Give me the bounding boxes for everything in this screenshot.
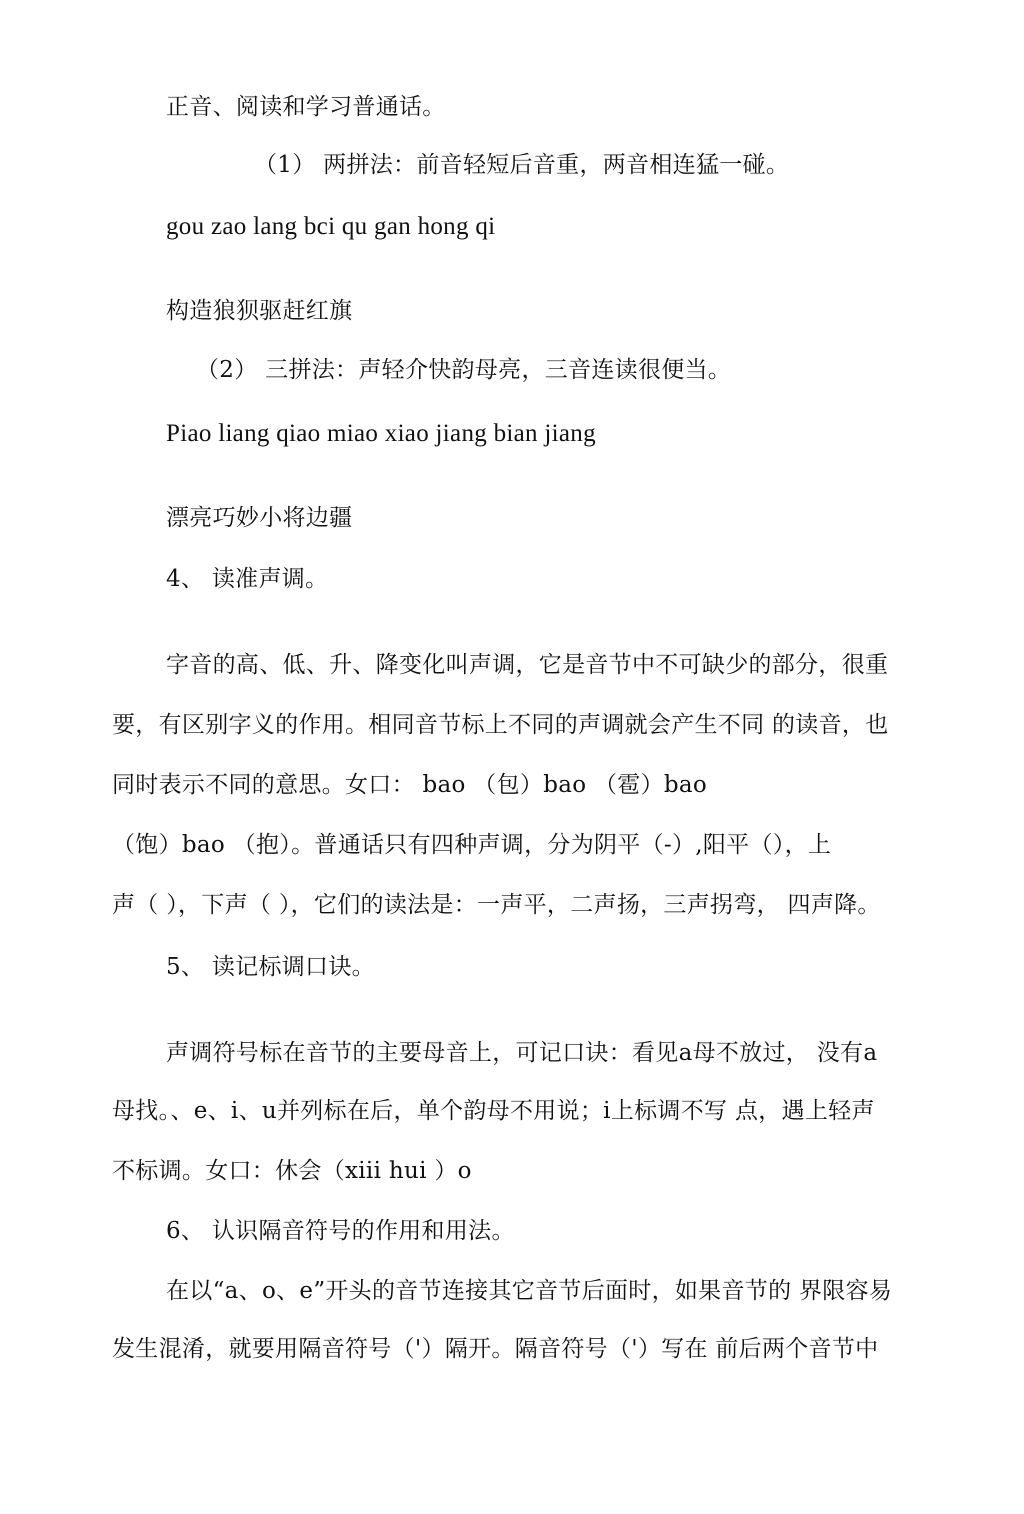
paragraph-line: 不标调。女口：休会（xiii hui ）o	[112, 1158, 472, 1184]
chinese-example-line: 构造狼狈驱赶红旗	[166, 298, 353, 324]
paragraph-line: 母找。、e、i、u并列标在后，单个韵母不用说；i上标调不写 点，遇上轻声	[112, 1098, 875, 1124]
paragraph-line: 同时表示不同的意思。女口： bao （包）bao （雹）bao	[112, 772, 708, 798]
paragraph-line: 字音的高、低、升、降变化叫声调，它是音节中不可缺少的部分，很重	[166, 652, 889, 678]
section-heading: 6、 认识隔音符号的作用和用法。	[166, 1218, 515, 1244]
section-heading: 4、 读准声调。	[166, 566, 329, 592]
pinyin-example-line: Piao liang qiao miao xiao jiang bian jiang	[166, 420, 596, 447]
pinyin-rule-three-part: （2） 三拼法：声轻介快韵母亮，三音连读很便当。	[196, 357, 732, 383]
paragraph-line: 发生混淆，就要用隔音符号（'）隔开。隔音符号（'）写在 前后两个音节中	[112, 1336, 879, 1362]
pinyin-rule-two-part: （1） 两拼法：前音轻短后音重，两音相连猛一碰。	[254, 152, 790, 178]
paragraph-line: 正音、阅读和学习普通话。	[166, 94, 446, 120]
paragraph-line: 在以“a、o、e”开头的音节连接其它音节后面时，如果音节的 界限容易	[166, 1278, 893, 1304]
paragraph-line: 要，有区别字义的作用。相同音节标上不同的声调就会产生不同 的读音，也	[112, 712, 889, 738]
pinyin-example-line: gou zao lang bci qu gan hong qi	[166, 213, 496, 240]
chinese-example-line: 漂亮巧妙小将边疆	[166, 505, 353, 531]
section-heading: 5、 读记标调口诀。	[166, 954, 375, 980]
paragraph-line: 声调符号标在音节的主要母音上，可记口诀：看见a母不放过， 没有a	[166, 1040, 878, 1066]
paragraph-line: （饱）bao （抱）。普通话只有四种声调，分为阴平（-）,阳平（），上	[112, 832, 832, 858]
paragraph-line: 声（ ），下声（ ），它们的读法是：一声平，二声扬，三声拐弯， 四声降。	[112, 892, 881, 918]
